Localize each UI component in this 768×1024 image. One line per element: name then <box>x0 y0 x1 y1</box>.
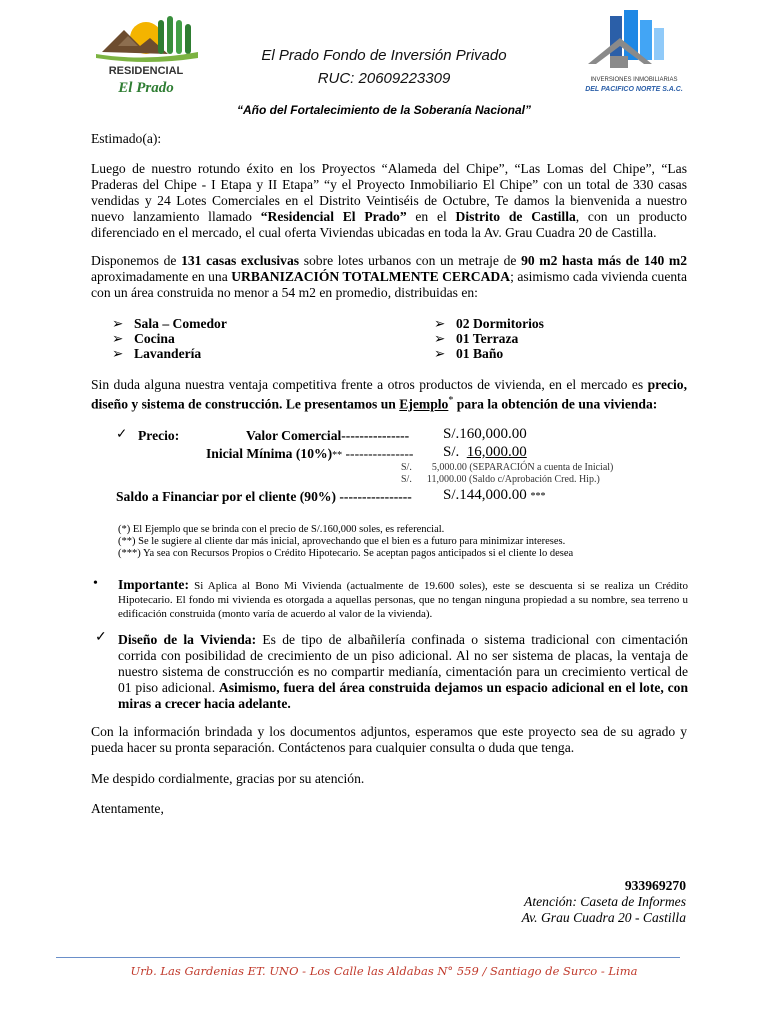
balance-detail: 11,000.00 (Saldo c/Aprobación Cred. Hip.) <box>426 474 600 485</box>
advantage-paragraph <box>91 377 687 413</box>
design-text: Es de tipo de albañilería confinada o sistema tradicional con cimentación corrida con posibilidad de crecimiento de un piso adicional. Al no ser sistema de placas, la ventaja de nuestro sistema de construcción es no compartir medianía, cimentación para un crecimiento vertical de 01 piso adicional. <box>118 632 688 695</box>
advantage-example: Ejemplo <box>399 396 449 412</box>
offer-fenced: URBANIZACIÓN TOTALMENTE CERCADA <box>231 269 511 284</box>
advantage-footnote-mark: * <box>448 395 454 406</box>
initial-dashes: --------------- <box>342 446 414 461</box>
offer-paragraph <box>91 253 687 301</box>
commercial-value-amount: S/.160,000.00 <box>443 426 527 442</box>
intro-text-1: Luego de nuestro rotundo éxito en los Proyectos “Alameda del Chipe”, “Las Lomas del Chipe”, “Las Praderas del Chipe - I Etapa y II Etapa” “y el Proyecto Inmobiliario El Chipe” con un total de 330 casas vendidas y 24 Lotes Comerciales en el Distrito Veintiséis de Octubre, Te damos la bienvenida a nuestro nuevo lanzamiento llamado <box>91 161 687 224</box>
features-list-left <box>112 316 227 361</box>
balance-currency: S/. <box>401 474 412 485</box>
feature-label: Lavandería <box>134 346 202 361</box>
feature-label: Cocina <box>134 331 175 346</box>
arrow-bullet-icon: ➢ <box>434 316 446 331</box>
intro-paragraph <box>91 161 687 241</box>
check-icon: ✓ <box>95 630 107 645</box>
financing-value: S/.144,000.00 <box>443 487 527 503</box>
design-label: Diseño de la Vivienda: <box>118 632 257 647</box>
list-item <box>434 316 544 331</box>
advantage-bold-2: para la obtención de una vivienda: <box>453 396 658 412</box>
list-item <box>112 316 227 331</box>
logo-text-el-prado: El Prado <box>118 80 174 96</box>
advantage-bold-1: precio, diseño y sistema de construcción. Le presentamos un <box>91 377 687 412</box>
intro-text-2: en el <box>406 209 456 224</box>
feature-label: 01 Terraza <box>456 331 519 346</box>
list-item <box>434 346 544 361</box>
regards: Atentamente, <box>91 801 164 816</box>
contact-phone: 933969270 <box>624 878 686 893</box>
footnote: (*) El Ejemplo que se brinda con el precio de S/.160,000 soles, es referencial. <box>118 524 445 535</box>
company-ruc: RUC: 20609223309 <box>317 70 451 87</box>
offer-text-2: sobre lotes urbanos con un metraje de <box>299 253 522 268</box>
arrow-bullet-icon: ➢ <box>112 331 124 346</box>
intro-project-name: “Residencial El Prado” <box>260 209 407 224</box>
design-bold-tail: Asimismo, fuera del área construida dejamos un espacio adicional en el lote, con miras a crecer hacia adelante. <box>118 680 689 711</box>
balance-approval-line <box>401 474 600 485</box>
initial-payment-label: Inicial Mínima (10%) <box>206 446 333 461</box>
farewell: Me despido cordialmente, gracias por su atención. <box>91 771 365 786</box>
design-paragraph <box>118 632 688 712</box>
footnote: (**) Se le sugiere al cliente dar más inicial, aprovechando que el bien es a futuro para minimizar intereses. <box>118 536 566 547</box>
year-motto: “Año del Fortalecimiento de la Soberanía Nacional” <box>236 103 532 117</box>
financing-amount <box>443 487 546 504</box>
intro-text-3: , con un producto diferenciado en el mercado, el cual oferta Viviendas ubicadas en toda la Av. Grau Cuadra 20 de Castilla. <box>91 209 687 240</box>
initial-payment-amount <box>443 444 527 461</box>
logo-text-inversiones: INVERSIONES INMOBILIARIAS <box>590 77 678 83</box>
important-label: Importante: <box>118 577 189 592</box>
feature-label: 01 Baño <box>456 346 504 361</box>
offer-area: 90 m2 hasta más de 140 m2 <box>521 253 688 268</box>
footer-address: Urb. Las Gardenias ET. UNO - Los Calle las Aldabas N° 559 / Santiago de Surco - Lima <box>130 964 638 978</box>
company-name: El Prado Fondo de Inversión Privado <box>261 47 507 64</box>
footer-divider <box>56 957 680 958</box>
signature-line-1: Atención: Caseta de Informes <box>524 894 686 909</box>
commercial-value-label: Valor Comercial--------------- <box>246 428 410 443</box>
greeting: Estimado(a): <box>91 131 162 146</box>
footnotes <box>118 524 678 560</box>
separation-line <box>401 462 613 473</box>
financing-footnote-mark: *** <box>530 491 546 502</box>
separation-detail: 5,000.00 (SEPARACIÓN a cuenta de Inicial) <box>431 462 614 473</box>
initial-currency: S/. <box>443 444 460 460</box>
arrow-bullet-icon: ➢ <box>112 316 124 331</box>
arrow-bullet-icon: ➢ <box>112 346 124 361</box>
initial-footnote-mark: ** <box>332 450 343 461</box>
feature-label: Sala – Comedor <box>134 316 227 331</box>
financing-label: Saldo a Financiar por el cliente (90%) ---------------- <box>116 489 412 504</box>
bullet-dot-icon: • <box>93 576 98 591</box>
offer-text-1: Disponemos de <box>91 253 182 268</box>
list-item <box>112 346 227 361</box>
logo-text-pacifico: DEL PACIFICO NORTE S.A.C. <box>585 86 683 93</box>
features-list-right <box>434 316 544 361</box>
initial-value: 16,000.00 <box>466 444 527 460</box>
important-paragraph <box>118 578 688 621</box>
logo-text-residencial: RESIDENCIAL <box>108 65 184 77</box>
closing-paragraph: Con la información brindada y los documentos adjuntos, esperamos que este proyecto sea de su agrado y pueda hacer su pronta separación. Contáctenos para cualquier consulta o duda que tenga. <box>91 724 687 755</box>
inversiones-logo-graphic <box>580 10 688 98</box>
inversiones-pacifico-norte-logo <box>580 10 688 98</box>
footnote: (***) Ya sea con Recursos Propios o Crédito Hipotecario. Se aceptan pagos anticipados si el cliente lo desea <box>118 548 574 559</box>
offer-text-3: aproximadamente en una <box>91 269 232 284</box>
signature-line-2: Av. Grau Cuadra 20 - Castilla <box>521 910 686 925</box>
arrow-bullet-icon: ➢ <box>434 346 446 361</box>
price-label: Precio: <box>138 428 180 443</box>
offer-text-4: ; asimismo cada vivienda cuenta con un área construida no menor a 54 m2 en promedio, distribuidas en: <box>91 269 687 300</box>
arrow-bullet-icon: ➢ <box>434 331 446 346</box>
offer-houses: 131 casas exclusivas <box>181 253 300 268</box>
check-icon: ✓ <box>116 426 128 441</box>
feature-label: 02 Dormitorios <box>456 316 544 331</box>
separation-currency: S/. <box>401 462 412 473</box>
advantage-text-1: Sin duda alguna nuestra ventaja competitiva frente a otros productos de vivienda, en el mercado es <box>91 377 648 392</box>
intro-district: Distrito de Castilla <box>455 209 576 224</box>
list-item <box>434 331 544 346</box>
list-item <box>112 331 227 346</box>
important-text: Si Aplica al Bono Mi Vivienda (actualmente de 19.600 soles), este se descuenta si se realiza un Crédito Hipotecario. El fondo mi vivienda es otorgada a aquellas personas, que no tengan ninguna propiedad a su nombre, sea terreno u edificación construida (monto varía de acuerdo al valor de la vivienda). <box>118 580 688 620</box>
initial-payment-line <box>206 446 413 462</box>
